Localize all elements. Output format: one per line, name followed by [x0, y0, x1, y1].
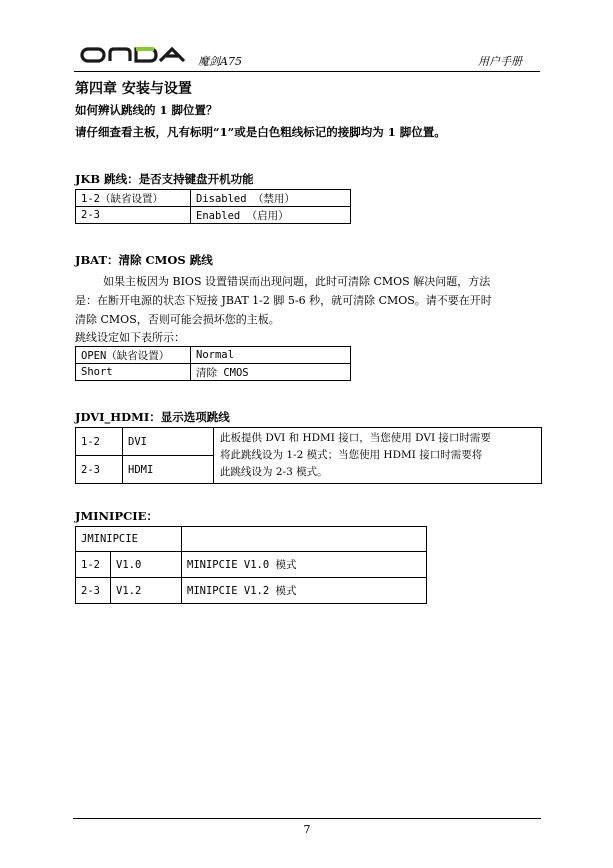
table-row: [76, 552, 427, 578]
jbat-table: [75, 346, 351, 381]
table-row: [76, 428, 542, 456]
jbat-para-line: 清除 CMOS，否则可能会损坏您的主板。: [75, 313, 280, 326]
table-row: [76, 578, 427, 604]
pin1-answer: 请仔细查看主板，凡有标明“1”或是白色粗线标记的接脚均为 1 脚位置。: [75, 125, 446, 139]
table-row: [76, 527, 427, 552]
jdvi-desc-line: 此跳线设为 2-3 模式。: [220, 466, 328, 478]
table-cell: 1-2（缺省设置）: [76, 190, 191, 207]
table-cell: HDMI: [123, 456, 214, 484]
jkb-title: JKB 跳线：是否支持键盘开机功能: [75, 172, 254, 186]
jminipcie-title: JMINIPCIE：: [75, 509, 158, 523]
table-cell: Normal: [191, 347, 351, 364]
table-cell: Disabled （禁用）: [191, 190, 351, 207]
jbat-para-line: 是：在断开电源的状态下短接 JBAT 1-2 脚 5-6 秒，就可清除 CMOS。请不要在开时: [75, 294, 492, 307]
table-cell: OPEN（缺省设置）: [76, 347, 191, 364]
header-model-name: 魔剑A75: [198, 55, 242, 68]
table-cell: Short: [76, 364, 191, 381]
jbat-title: JBAT：清除 CMOS 跳线: [75, 253, 213, 267]
table-cell: 2-3: [76, 456, 123, 484]
table-cell: 1-2: [76, 428, 123, 456]
footer-rule: [73, 818, 541, 819]
table-cell: 1-2: [76, 552, 111, 578]
jdvi-desc-line: 此板提供 DVI 和 HDMI 接口，当您使用 DVI 接口时需要: [220, 432, 491, 444]
table-cell: [182, 527, 427, 552]
header-rule: [74, 71, 540, 72]
table-cell: MINIPCIE V1.0 模式: [182, 552, 427, 578]
jbat-para-line: 如果主板因为 BIOS 设置错误而出现问题，此时可清除 CMOS 解决问题，方法: [103, 275, 491, 288]
table-row: [76, 207, 351, 224]
table-cell: MINIPCIE V1.2 模式: [182, 578, 427, 604]
table-cell: V1.2: [111, 578, 182, 604]
table-cell: 2-3: [76, 207, 191, 224]
table-cell: Enabled （启用）: [191, 207, 351, 224]
page-number: 7: [303, 823, 311, 836]
jkb-table: [75, 189, 351, 224]
jdvi-table: [75, 427, 542, 484]
jbat-table-intro: 跳线设定如下表所示：: [75, 331, 185, 344]
table-row: [76, 190, 351, 207]
chapter-title: 第四章 安装与设置: [75, 81, 192, 97]
table-cell: V1.0: [111, 552, 182, 578]
pin1-question: 如何辨认跳线的 1 脚位置？: [75, 103, 218, 117]
onda-logo: [80, 44, 190, 66]
jdvi-title: JDVI_HDMI：显示选项跳线: [75, 410, 230, 424]
table-row: [76, 364, 351, 381]
jdvi-desc-line: 将此跳线设为 1-2 模式；当您使用 HDMI 接口时需要将: [220, 449, 483, 461]
header-manual-label: 用户手册: [478, 55, 522, 68]
table-row: [76, 347, 351, 364]
jminipcie-table: [75, 526, 427, 604]
table-cell: 2-3: [76, 578, 111, 604]
jdvi-description: [214, 428, 542, 484]
table-cell: 清除 CMOS: [191, 364, 351, 381]
table-cell: DVI: [123, 428, 214, 456]
table-cell: JMINIPCIE: [76, 527, 182, 552]
